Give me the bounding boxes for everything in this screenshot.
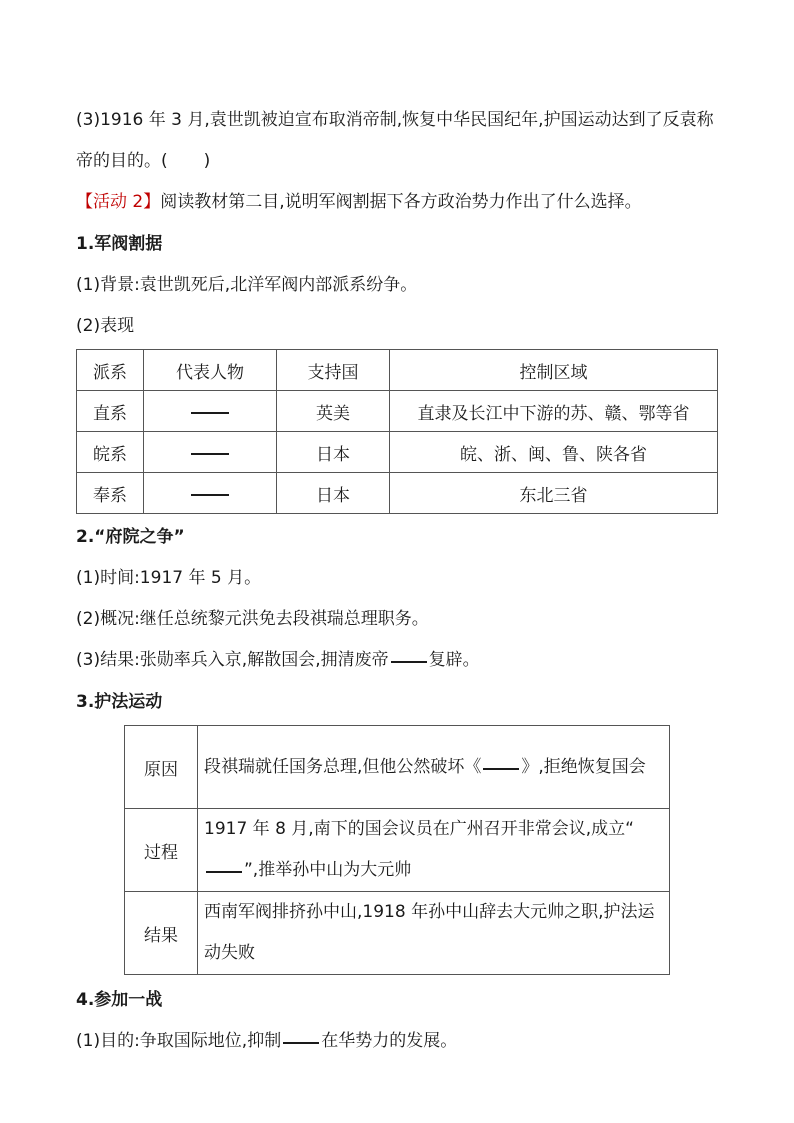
section-4-title: 4.参加一战: [76, 990, 163, 1010]
question-3-text: (3)1916 年 3 月,袁世凯被迫宣布取消帝制,恢复中华民国纪年,护国运动达到了反袁称帝的目的。(: [76, 110, 714, 171]
supporter-cell: 日本: [277, 432, 390, 473]
fill-blank[interactable]: [191, 452, 229, 455]
table-row: [125, 892, 670, 975]
row-label: 过程: [125, 809, 198, 892]
section-2-result: (3)结果:张勋率兵入京,解散国会,拥清废帝 复辟。: [76, 650, 480, 670]
region-cell: 东北三省: [390, 473, 718, 514]
table-row: [77, 391, 718, 432]
section-2-title: 2.“府院之争”: [76, 527, 185, 547]
section-1-background: (1)背景:袁世凯死后,北洋军阀内部派系纷争。: [76, 275, 418, 295]
fill-blank[interactable]: [391, 660, 427, 663]
representative-blank-cell[interactable]: [144, 391, 277, 432]
warlord-table: [76, 349, 718, 514]
table-row: [77, 432, 718, 473]
row-content: 段祺瑞就任国务总理,但他公然破坏《 》,拒绝恢复国会: [198, 726, 670, 809]
fill-blank[interactable]: [191, 493, 229, 496]
table-row: [77, 473, 718, 514]
section-2-time: (1)时间:1917 年 5 月。: [76, 568, 262, 588]
faction-cell: 直系: [77, 391, 144, 432]
document-page: [76, 100, 726, 1062]
faction-cell: 奉系: [77, 473, 144, 514]
row-label: 原因: [125, 726, 198, 809]
row-content: 1917 年 8 月,南下的国会议员在广州召开非常会议,成立“”,推举孙中山为大元帅: [198, 809, 670, 892]
table-header-row: [77, 350, 718, 391]
header-faction: 派系: [77, 350, 144, 391]
row-content: 西南军阀排挤孙中山,1918 年孙中山辞去大元帅之职,护法运动失败: [198, 892, 670, 975]
section-3-title: 3.护法运动: [76, 692, 163, 712]
faction-cell: 皖系: [77, 432, 144, 473]
activity-2: [76, 182, 726, 223]
fill-blank[interactable]: [206, 870, 242, 873]
section-4-purpose: (1)目的:争取国际地位,抑制 在华势力的发展。: [76, 1031, 458, 1051]
constitution-movement-table: [124, 725, 670, 975]
activity-tag: 【活动 2】: [76, 192, 161, 212]
activity-text: 阅读教材第二目,说明军阀割据下各方政治势力作出了什么选择。: [160, 192, 642, 212]
region-cell: 直隶及长江中下游的苏、赣、鄂等省: [390, 391, 718, 432]
header-supporter: 支持国: [277, 350, 390, 391]
table-row: [125, 726, 670, 809]
representative-blank-cell[interactable]: [144, 432, 277, 473]
region-cell: 皖、浙、闽、鲁、陕各省: [390, 432, 718, 473]
section-1-expression: (2)表现: [76, 316, 135, 336]
header-region: 控制区域: [390, 350, 718, 391]
representative-blank-cell[interactable]: [144, 473, 277, 514]
question-3: (3)1916 年 3 月,袁世凯被迫宣布取消帝制,恢复中华民国纪年,护国运动达到了反袁称帝的目的。( ): [76, 110, 714, 171]
table-row: [125, 809, 670, 892]
fill-blank[interactable]: [191, 411, 229, 414]
row-label: 结果: [125, 892, 198, 975]
fill-blank[interactable]: [283, 1041, 319, 1044]
section-1-title: 1.军阀割据: [76, 234, 163, 254]
header-representative: 代表人物: [144, 350, 277, 391]
section-2-overview: (2)概况:继任总统黎元洪免去段祺瑞总理职务。: [76, 609, 429, 629]
fill-blank[interactable]: [483, 767, 519, 770]
supporter-cell: 英美: [277, 391, 390, 432]
supporter-cell: 日本: [277, 473, 390, 514]
